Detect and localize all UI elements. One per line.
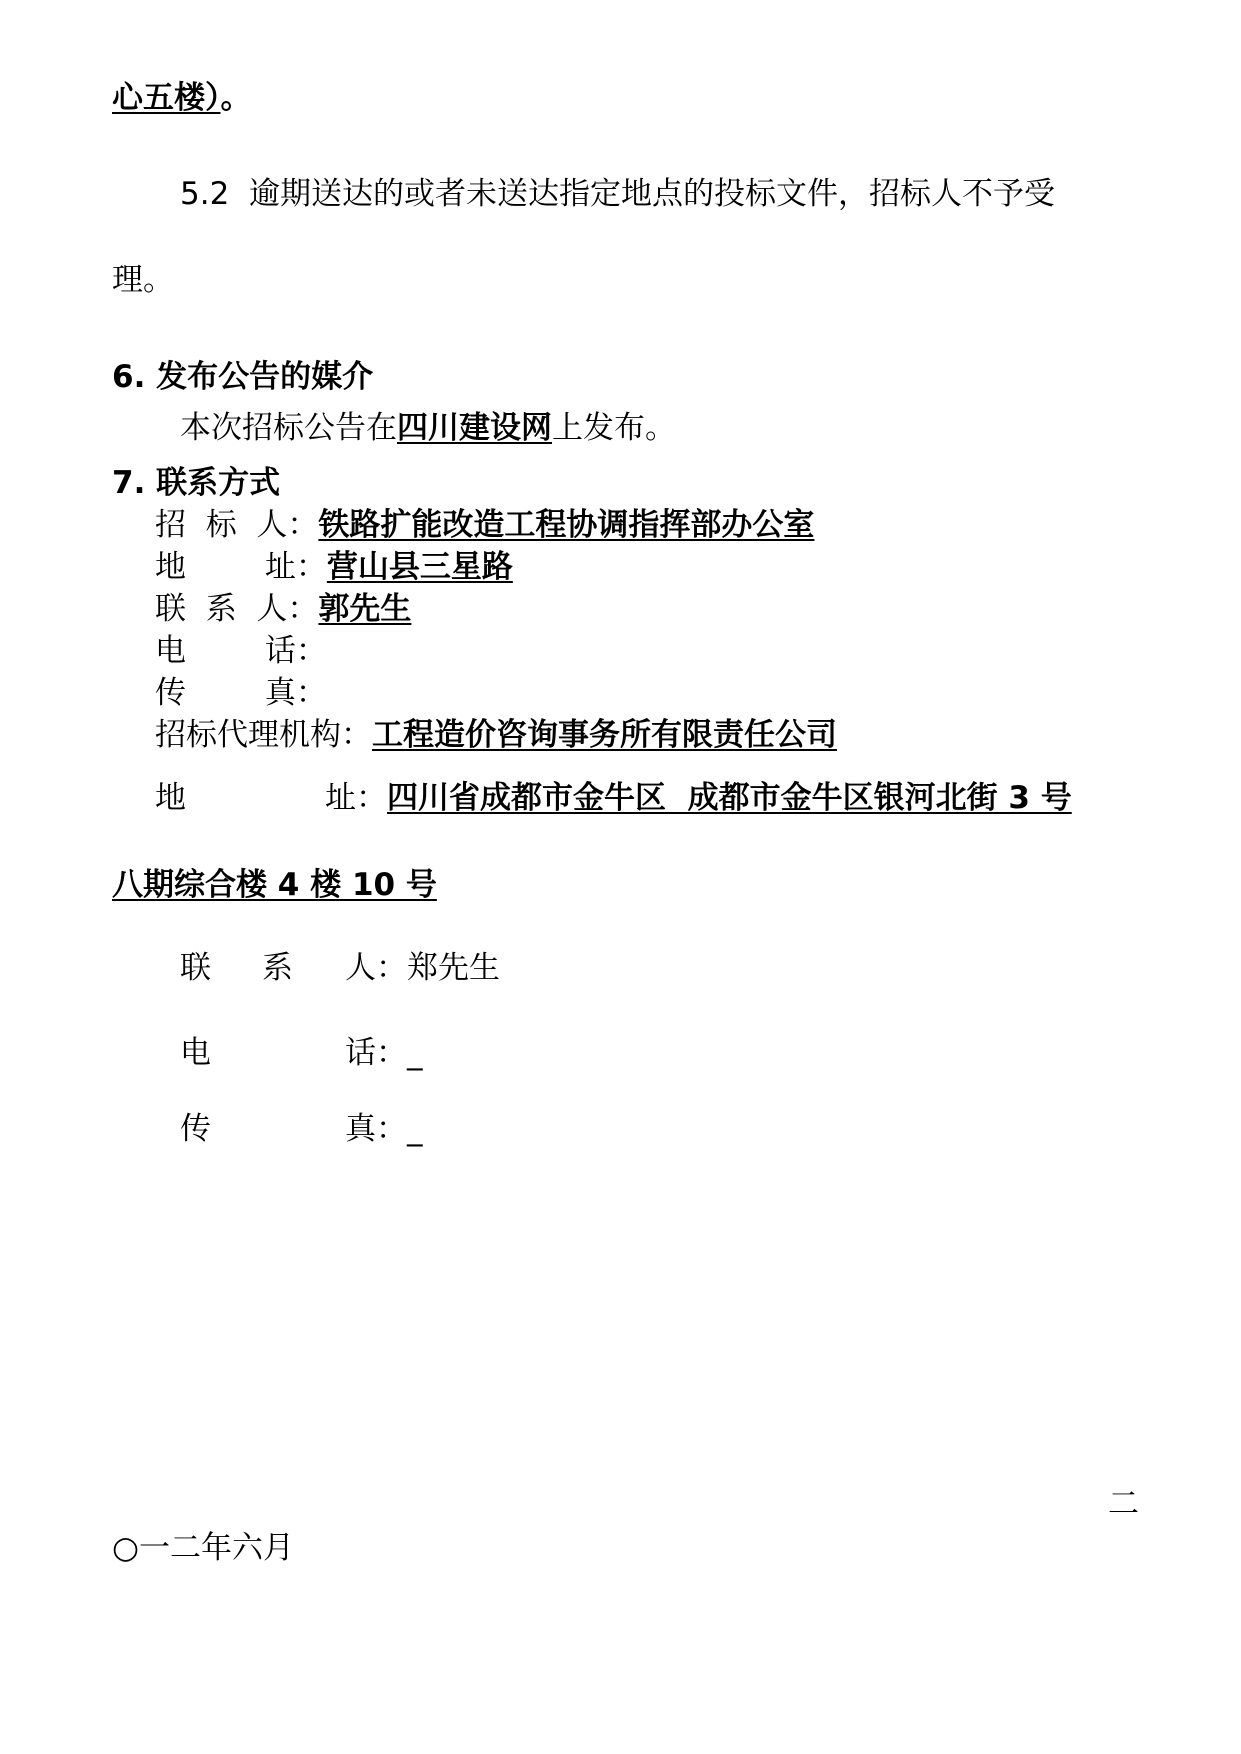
agency-address-label-b: 址： (325, 780, 387, 816)
continuation-line (112, 78, 252, 118)
section-6-body (180, 408, 676, 448)
address-row (155, 547, 513, 587)
agency-address-row (325, 778, 1072, 818)
contact-value: 郭先生 (318, 591, 412, 627)
agency-contact-label-a: 联 (180, 950, 211, 986)
agency-contact-value: 郑先生 (407, 950, 500, 986)
section-5-2-line1 (180, 174, 1055, 214)
agency-contact-row (345, 948, 500, 988)
section-6-heading: 6. 发布公告的媒介 (112, 359, 374, 395)
agency-value: 工程造价咨询事务所有限责任公司 (372, 717, 837, 753)
agency-phone-label-a: 电 (180, 1035, 211, 1071)
media-post-text: 上发布。 (552, 410, 676, 446)
address-label: 地 址： (155, 549, 327, 585)
tenderer-value: 铁路扩能改造工程协调指挥部办公室 (318, 507, 815, 543)
tenderer-label: 招 标 人： (155, 507, 319, 543)
agency-label: 招标代理机构： (155, 717, 372, 753)
phone-row: 电 话： (155, 633, 327, 669)
agency-address-value: 四川省成都市金牛区 成都市金牛区银河北街 3 号 (387, 780, 1072, 816)
address-value: 营山县三星路 (326, 549, 513, 585)
agency-address-label-a: 地 (155, 780, 186, 816)
agency-fax-value: _ (407, 1111, 423, 1147)
media-name: 四川建设网 (397, 410, 552, 446)
continuation-end: 。 (220, 80, 252, 116)
agency-phone-row (345, 1033, 423, 1073)
agency-phone-label-b: 话： (345, 1035, 407, 1071)
agency-fax-label-b: 真： (345, 1111, 407, 1147)
tenderer-row (155, 505, 814, 545)
section-5-2-text: 逾期送达的或者未送达指定地点的投标文件，招标人不予受 (249, 176, 1056, 212)
agency-fax-label-a: 传 (180, 1111, 211, 1147)
agency-phone-value: _ (407, 1035, 423, 1071)
agency-address-continued: 八期综合楼 4 楼 10 号 (112, 867, 437, 903)
agency-contact-label-b: 系 (262, 950, 293, 986)
fax-row: 传 真： (155, 675, 327, 711)
agency-contact-label-c: 人： (345, 950, 407, 986)
contact-row (155, 589, 411, 629)
continuation-text: 心五楼） (112, 80, 221, 116)
section-5-2-line2: 理。 (112, 262, 174, 298)
section-7-heading: 7. 联系方式 (112, 465, 281, 501)
date-line2: ○一二年六月 (112, 1530, 295, 1566)
agency-fax-row (345, 1109, 423, 1149)
section-number: 5.2 (180, 176, 230, 212)
agency-row (155, 715, 837, 755)
contact-label: 联 系 人： (155, 591, 319, 627)
media-pre-text: 本次招标公告在 (180, 410, 397, 446)
date-line1: 二 (1108, 1486, 1139, 1522)
